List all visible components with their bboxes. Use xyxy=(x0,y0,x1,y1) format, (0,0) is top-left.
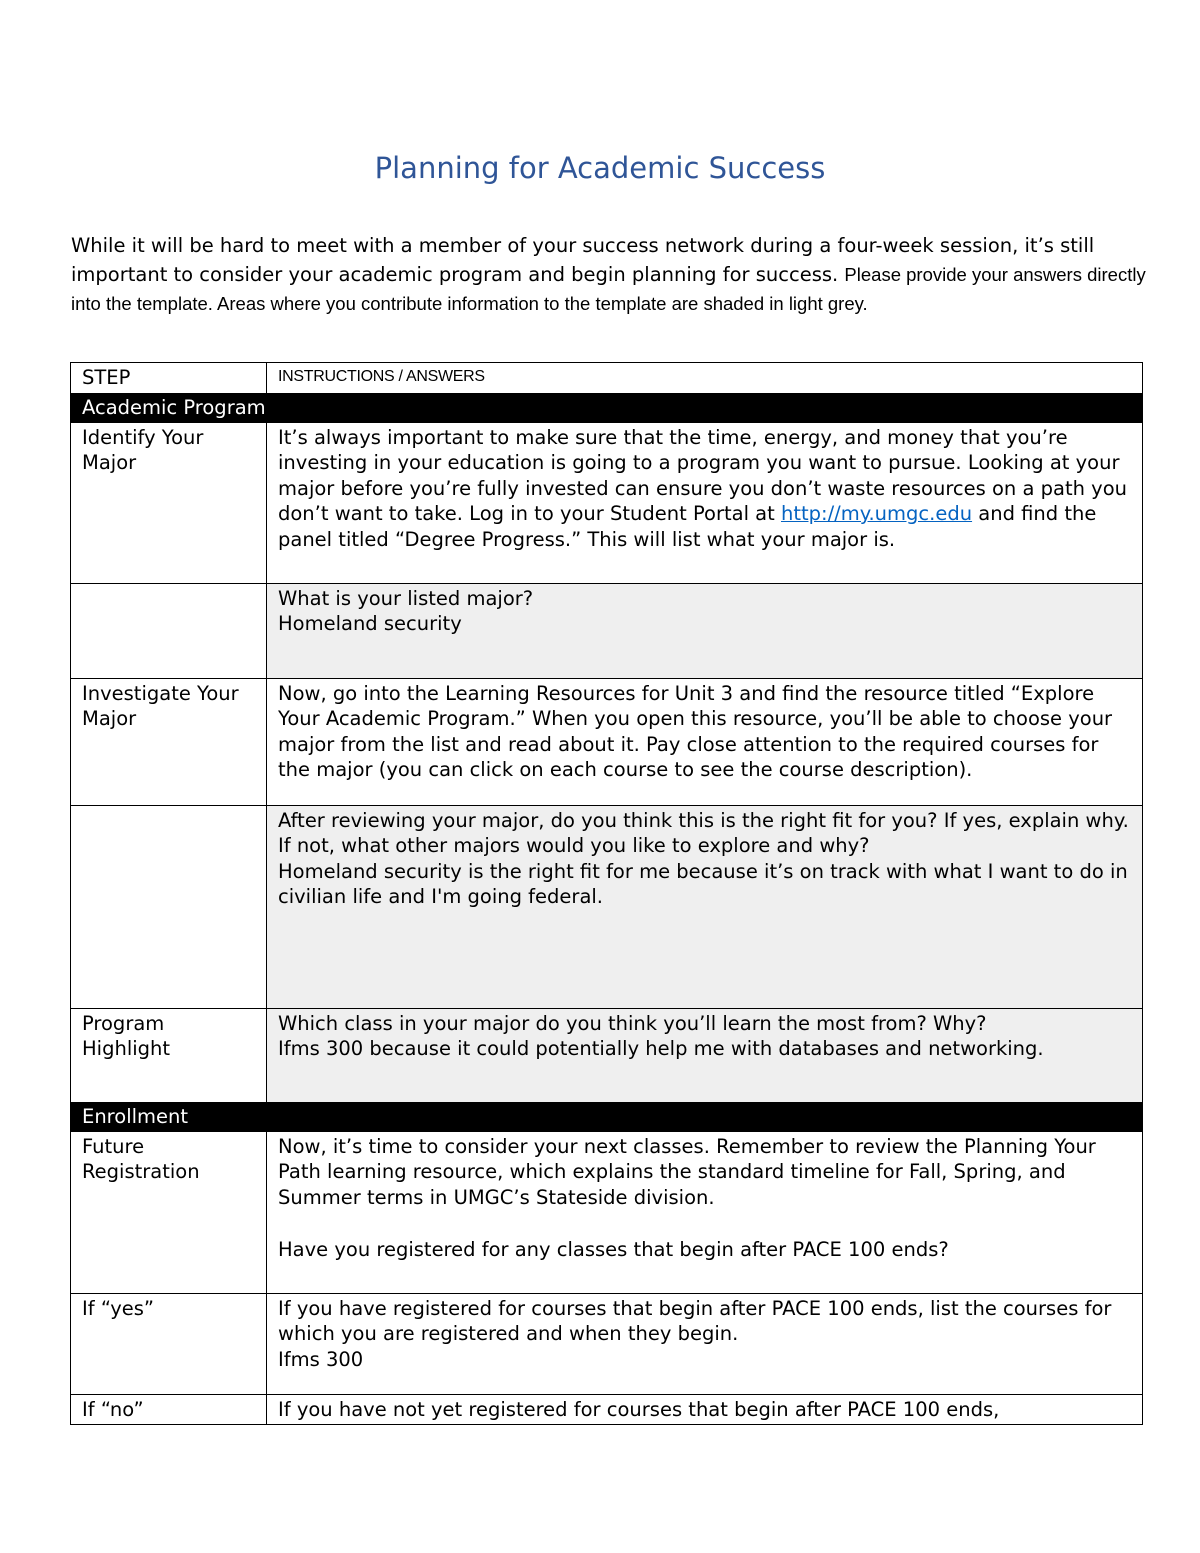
answer-text[interactable]: Ifms 300 because it could potentially help me with databases and networking. xyxy=(278,1037,1044,1060)
section-row-enrollment xyxy=(71,1102,1143,1131)
step-label: Investigate Your Major xyxy=(71,678,267,805)
table-row xyxy=(71,1394,1143,1425)
step-label-empty xyxy=(71,583,267,678)
answer-cell[interactable] xyxy=(267,805,1143,1008)
section-heading: Academic Program xyxy=(71,393,1143,422)
step-label: Program Highlight xyxy=(71,1008,267,1102)
question-text: What is your listed major? xyxy=(278,586,534,610)
table-row xyxy=(71,1293,1143,1394)
instruction-cell: If you have not yet registered for courses that begin after PACE 100 ends, xyxy=(267,1394,1143,1425)
answer-cell[interactable] xyxy=(267,1008,1143,1102)
answer-text[interactable]: Homeland security xyxy=(278,612,462,635)
step-label-empty xyxy=(71,805,267,1008)
table-row xyxy=(71,805,1143,1008)
instruction-cell: Now, go into the Learning Resources for Unit 3 and find the resource titled “Explore Your Academic Program.” When you open this resource, you’ll be able to choose your major from the list and read about it. Pay close attention to the required courses for the major (you can click on each course to see the course description). xyxy=(267,678,1143,805)
instruction-cell xyxy=(267,1293,1143,1394)
section-heading: Enrollment xyxy=(71,1102,1143,1131)
step-label: Identify Your Major xyxy=(71,422,267,583)
table-row xyxy=(71,1008,1143,1102)
instruction-text: If you have registered for courses that begin after PACE 100 ends, list the courses for which you are registered and when they begin. xyxy=(278,1296,1112,1345)
answer-text[interactable]: Ifms 300 xyxy=(278,1347,364,1371)
instruction-cell xyxy=(267,1131,1143,1293)
step-label: Future Registration xyxy=(71,1131,267,1293)
step-label: If “yes” xyxy=(71,1293,267,1394)
student-portal-link[interactable]: http://my.umgc.edu xyxy=(780,502,973,525)
question-text: Which class in your major do you think you’ll learn the most from? Why? xyxy=(278,1011,987,1035)
answer-cell[interactable] xyxy=(267,583,1143,678)
question-text: Have you registered for any classes that begin after PACE 100 ends? xyxy=(278,1238,949,1261)
step-column-header: STEP xyxy=(71,363,267,394)
instructions-column-header: INSTRUCTIONS / ANSWERS xyxy=(267,363,1143,394)
instruction-cell xyxy=(267,422,1143,583)
planning-table xyxy=(70,362,1143,1425)
intro-text: While it will be hard to meet with a member of your success network during a four-week session, it’s still important to consider your academic program and begin planning for success. xyxy=(71,234,1095,286)
section-row-academic-program xyxy=(71,393,1143,422)
table-header-row xyxy=(71,363,1143,394)
answer-text[interactable]: Homeland security is the right fit for me because it’s on track with what I want to do in civilian life and I'm going federal. xyxy=(278,859,1128,908)
intro-paragraph xyxy=(71,232,1151,318)
intro-instructions: Please provide your answers directly into the template. Areas where you contribute information to the template are shaded in light grey. xyxy=(71,264,1146,314)
table-row xyxy=(71,583,1143,678)
instruction-text: It’s always important to make sure that the time, energy, and money that you’re investing in your education is going to a program you want to pursue. Looking at your major before you’re fully invested can ensure you don’t waste resources on a path you don’t want to take. Log in to your Student Portal at xyxy=(278,425,1127,525)
table-row xyxy=(71,422,1143,583)
paragraph-gap xyxy=(278,1210,1132,1237)
question-text: After reviewing your major, do you think this is the right fit for you? If yes, explain why. If not, what other majors would you like to explore and why? xyxy=(278,808,1129,857)
step-label: If “no” xyxy=(71,1394,267,1425)
document-title: Planning for Academic Success xyxy=(374,151,826,185)
table-row xyxy=(71,1131,1143,1293)
instruction-text: Now, it’s time to consider your next classes. Remember to review the Planning Your Path learning resource, which explains the standard timeline for Fall, Spring, and Summer terms in UMGC’s Stateside division. xyxy=(278,1134,1096,1209)
table-row xyxy=(71,678,1143,805)
instruction-text: and find the panel titled “Degree Progress.” This will list what your major is. xyxy=(278,502,1097,551)
